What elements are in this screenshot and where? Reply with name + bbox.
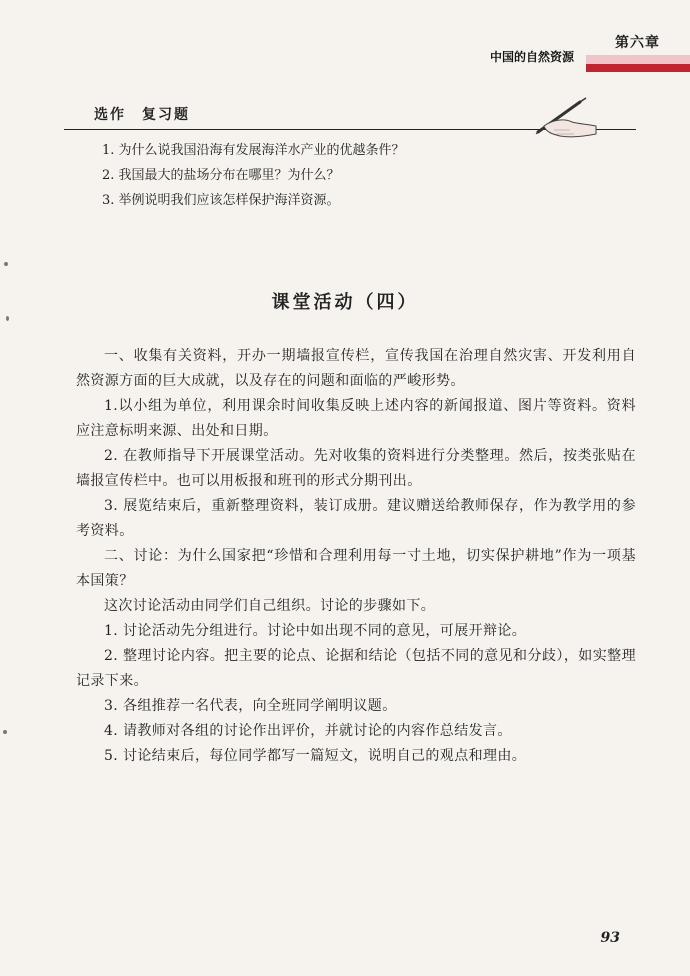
paragraph: 4. 请教师对各组的讨论作出评价，并就讨论的内容作总结发言。: [104, 723, 512, 739]
activity-title: 课堂活动（四）: [271, 292, 419, 313]
paragraph: 这次讨论活动由同学们自己组织。讨论的步骤如下。: [104, 598, 436, 614]
paragraph: 3. 展览结束后，重新整理资料，装订成册。建议赠送给教师保存，作为教学用的参考资料。: [76, 498, 636, 539]
scan-speck: [6, 316, 9, 321]
page-number: 93: [600, 930, 620, 946]
paragraph: 1. 讨论活动先分组进行。讨论中如出现不同的意见，可展开辩论。: [104, 623, 527, 639]
scan-speck: [4, 262, 8, 266]
paragraph: 5. 讨论结束后，每位同学都写一篇短文，说明自己的观点和理由。: [104, 748, 527, 764]
review-heading: 选作 复习题: [94, 107, 190, 123]
review-question-list: [102, 138, 602, 213]
chapter-number: 第六章: [615, 35, 660, 51]
hand-with-pen-icon: [530, 96, 600, 140]
paragraph: 二、讨论：为什么国家把“珍惜和合理利用每一寸土地，切实保护耕地”作为一项基本国策？: [76, 548, 636, 589]
chapter-title: 中国的自然资源: [490, 50, 575, 64]
review-question: 3. 举例说明我们应该怎样保护海洋资源。: [102, 193, 340, 208]
paragraph: 2. 整理讨论内容。把主要的论点、论据和结论（包括不同的意见和分歧），如实整理记录下来。: [76, 648, 636, 689]
review-question: 2. 我国最大的盐场分布在哪里？为什么？: [102, 168, 340, 183]
paragraph: 3. 各组推荐一名代表，向全班同学阐明议题。: [104, 698, 397, 714]
chapter-band: [586, 64, 690, 72]
paragraph: 2. 在教师指导下开展课堂活动。先对收集的资料进行分类整理。然后，按类张贴在墙报宣传栏中。也可以用板报和班刊的形式分期刊出。: [76, 448, 636, 489]
paragraph: 一、收集有关资料，开办一期墙报宣传栏，宣传我国在治理自然灾害、开发利用自然资源方面的巨大成就，以及存在的问题和面临的严峻形势。: [76, 348, 636, 389]
chapter-band-light: [586, 55, 690, 64]
chapter-header: [490, 26, 690, 70]
scan-speck: [3, 730, 7, 734]
paragraph: 1.以小组为单位，利用课余时间收集反映上述内容的新闻报道、图片等资料。资料应注意标明来源、出处和日期。: [76, 398, 636, 439]
activity-body: [76, 344, 636, 769]
review-question: 1. 为什么说我国沿海有发展海洋水产业的优越条件？: [102, 143, 405, 158]
